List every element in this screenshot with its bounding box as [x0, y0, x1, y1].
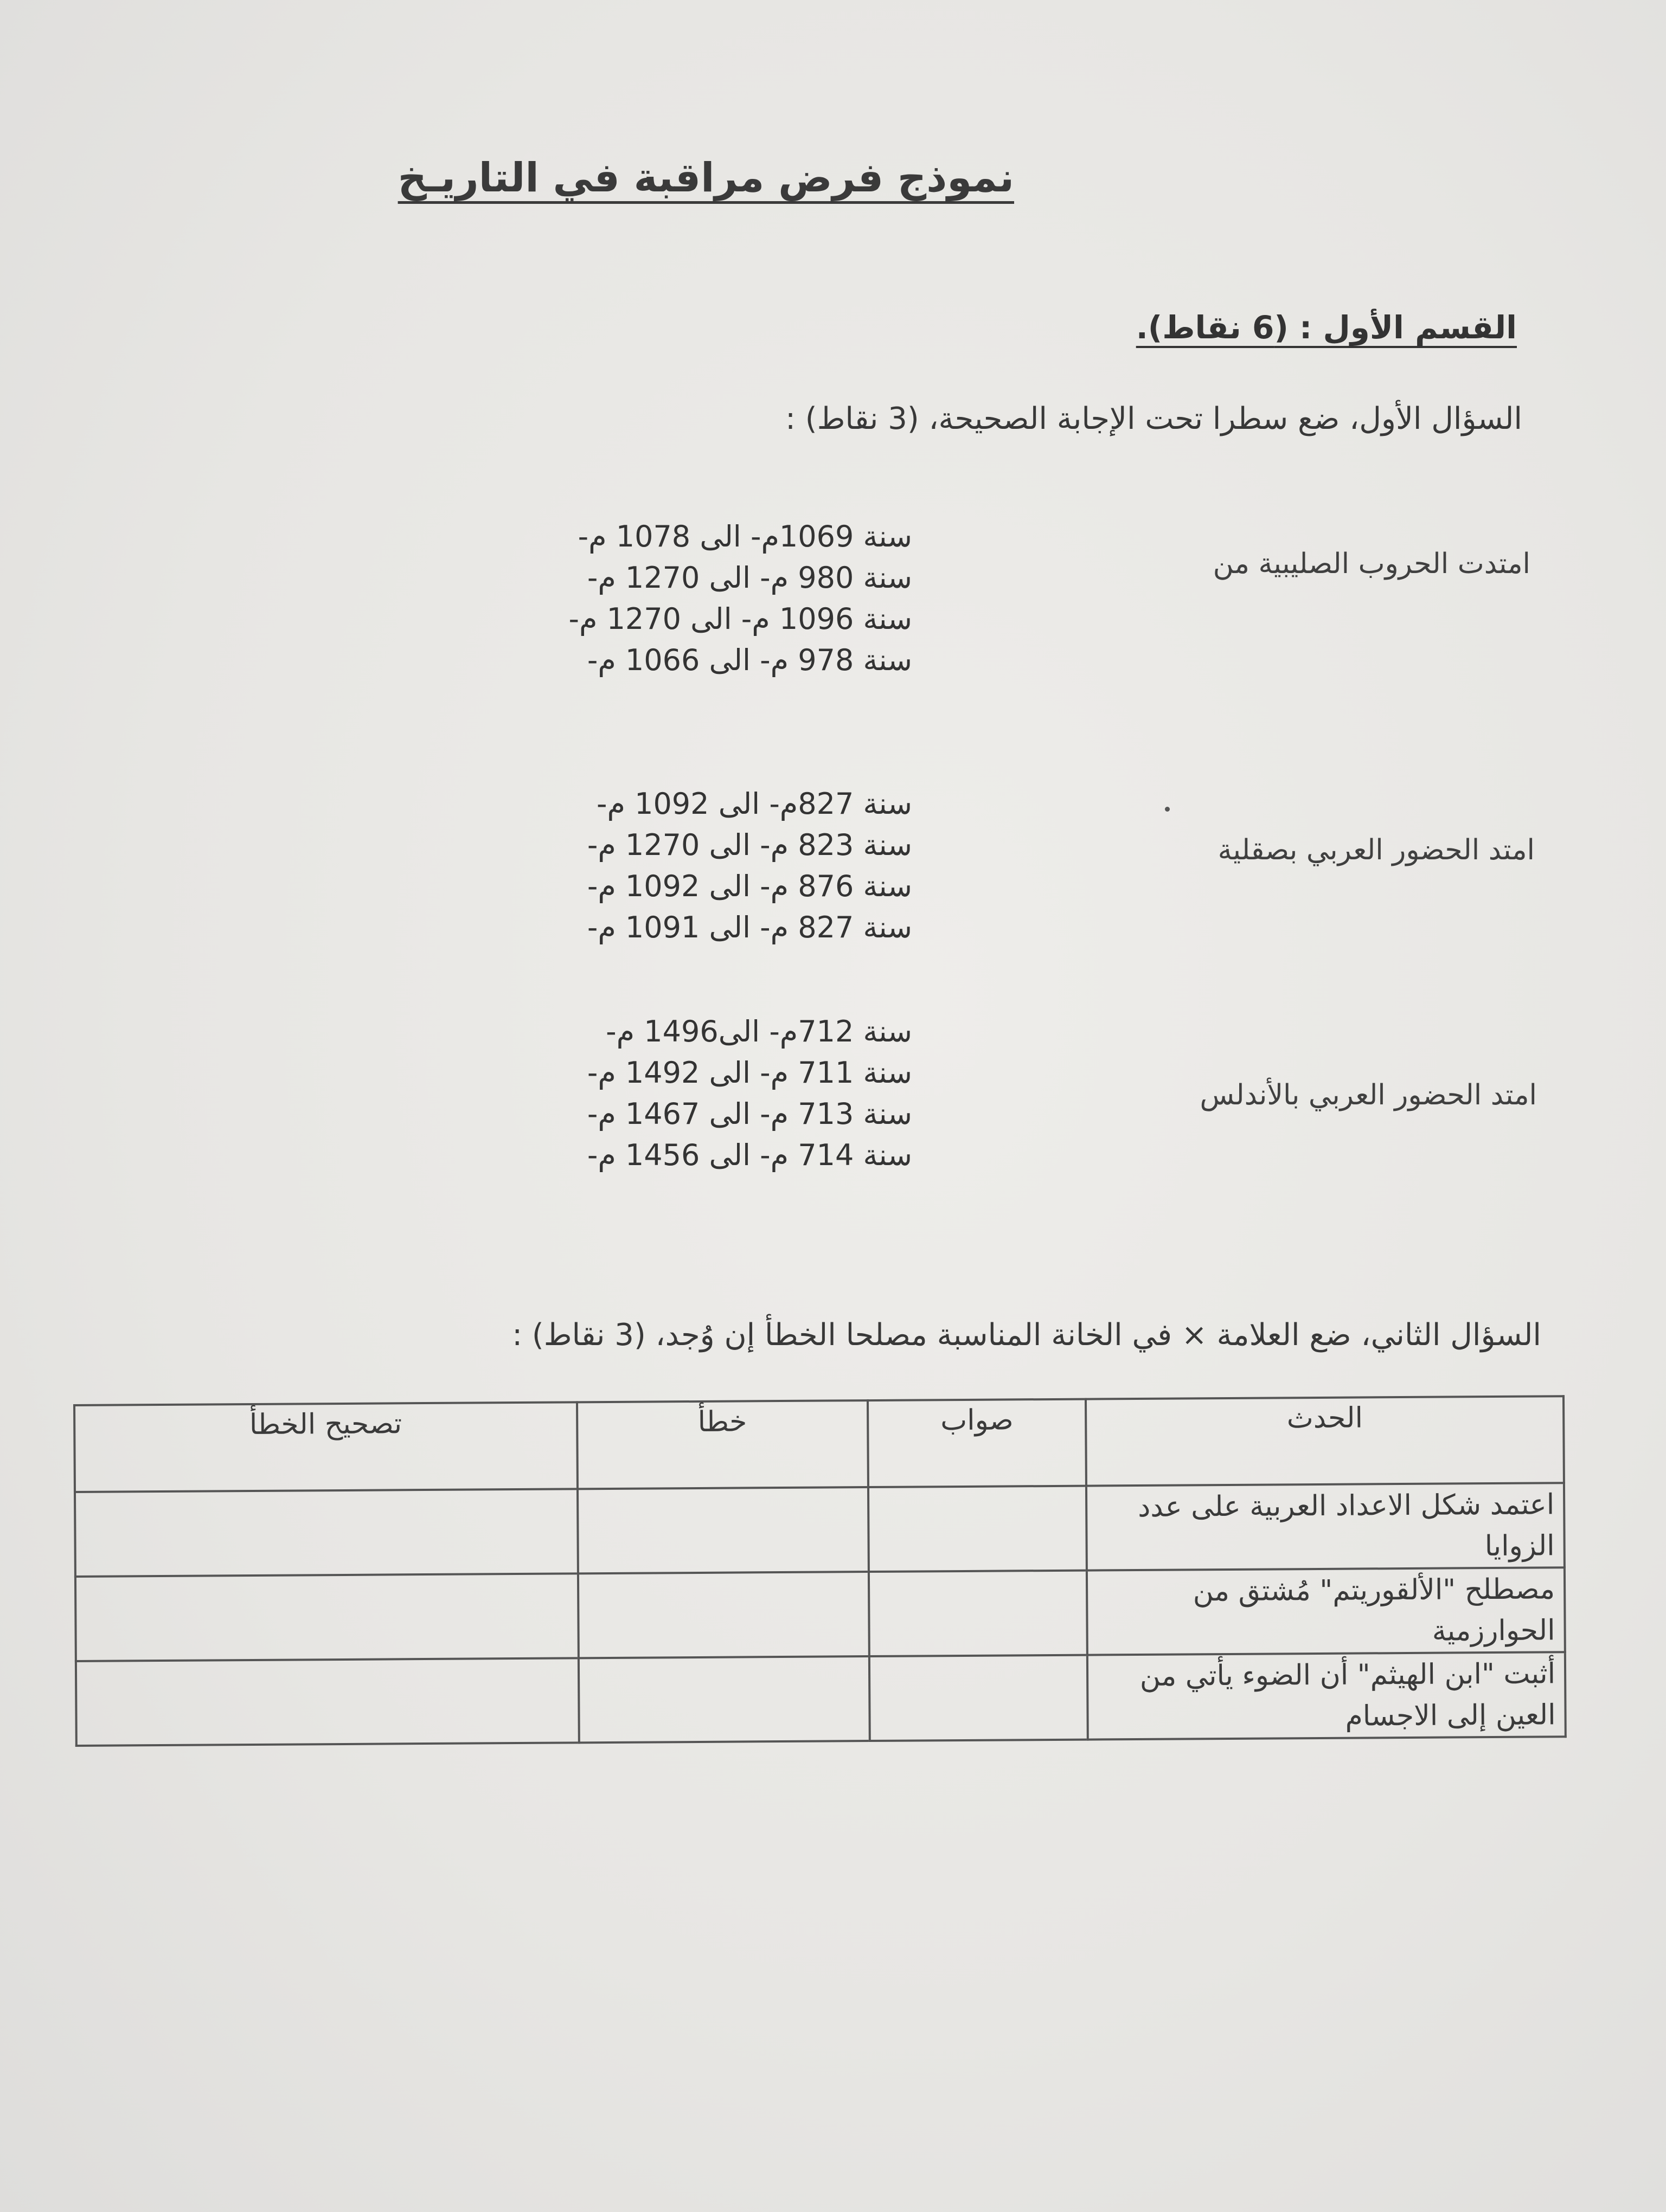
option[interactable]: سنة 827 م- الى 1091 م- — [587, 910, 912, 944]
option[interactable]: سنة 876 م- الى 1092 م- — [587, 869, 912, 903]
wrong-cell[interactable] — [578, 1656, 870, 1742]
correct-cell[interactable] — [869, 1571, 1087, 1656]
event-cell: اعتمد شكل الاعداد العربية على عدد الزوايا — [1086, 1483, 1565, 1570]
correction-cell[interactable] — [76, 1658, 579, 1746]
table-row — [75, 1567, 1565, 1661]
option[interactable]: سنة 827م- الى 1092 م- — [597, 787, 912, 821]
page-title: نموذج فرض مراقبة في التاريـخ — [398, 155, 1014, 201]
option[interactable]: سنة 714 م- الى 1456 م- — [587, 1138, 912, 1172]
header-wrong: خطأ — [577, 1400, 869, 1489]
option[interactable]: سنة 1096 م- الى 1270 م- — [568, 602, 912, 636]
correct-cell[interactable] — [869, 1655, 1088, 1741]
option[interactable]: سنة 980 م- الى 1270 م- — [587, 561, 912, 595]
question-1-item-2-options — [533, 783, 912, 948]
option[interactable]: سنة 713 م- الى 1467 م- — [587, 1097, 912, 1131]
header-event: الحدث — [1086, 1396, 1564, 1486]
table-row — [76, 1652, 1566, 1746]
question-1-item-3-options — [533, 1011, 912, 1176]
correct-cell[interactable] — [868, 1486, 1087, 1572]
option[interactable]: سنة 1069م- الى 1078 م- — [578, 519, 912, 554]
table-row — [75, 1483, 1565, 1577]
question-1-item-3-stem: امتد الحضور العربي بالأندلس — [1200, 1079, 1537, 1111]
correction-cell[interactable] — [75, 1573, 578, 1661]
option[interactable]: سنة 712م- الى1496 م- — [606, 1014, 912, 1049]
wrong-cell[interactable] — [578, 1572, 869, 1658]
option[interactable]: سنة 711 م- الى 1492 م- — [587, 1056, 912, 1090]
question-1-prompt: السؤال الأول، ضع سطرا تحت الإجابة الصحيحة، (3 نقاط) : — [785, 401, 1522, 436]
header-correct: صواب — [868, 1399, 1086, 1487]
table-header-row — [74, 1396, 1564, 1492]
answer-table — [73, 1395, 1567, 1747]
stray-dot — [1165, 807, 1170, 812]
wrong-cell[interactable] — [577, 1487, 869, 1573]
option[interactable]: سنة 978 م- الى 1066 م- — [587, 643, 912, 677]
event-cell: مصطلح "الألقوريتم" مُشتق من الحوارزمية — [1087, 1567, 1565, 1655]
question-1-item-1-stem: امتدت الحروب الصليبية من — [1213, 548, 1530, 580]
question-1-item-2-stem: امتد الحضور العربي بصقلية — [1218, 834, 1535, 866]
question-2-prompt: السؤال الثاني، ضع العلامة × في الخانة المناسبة مصلحا الخطأ إن وُجد، (3 نقاط) : — [512, 1317, 1541, 1353]
section-heading: القسم الأول : (6 نقاط). — [1136, 309, 1517, 346]
event-cell: أثبت "ابن الهيثم" أن الضوء يأتي من العين إلى الاجسام — [1087, 1652, 1566, 1739]
header-correction: تصحيح الخطأ — [74, 1402, 577, 1492]
question-1-item-1-options — [533, 516, 912, 681]
correction-cell[interactable] — [75, 1489, 578, 1577]
option[interactable]: سنة 823 م- الى 1270 م- — [587, 828, 912, 862]
